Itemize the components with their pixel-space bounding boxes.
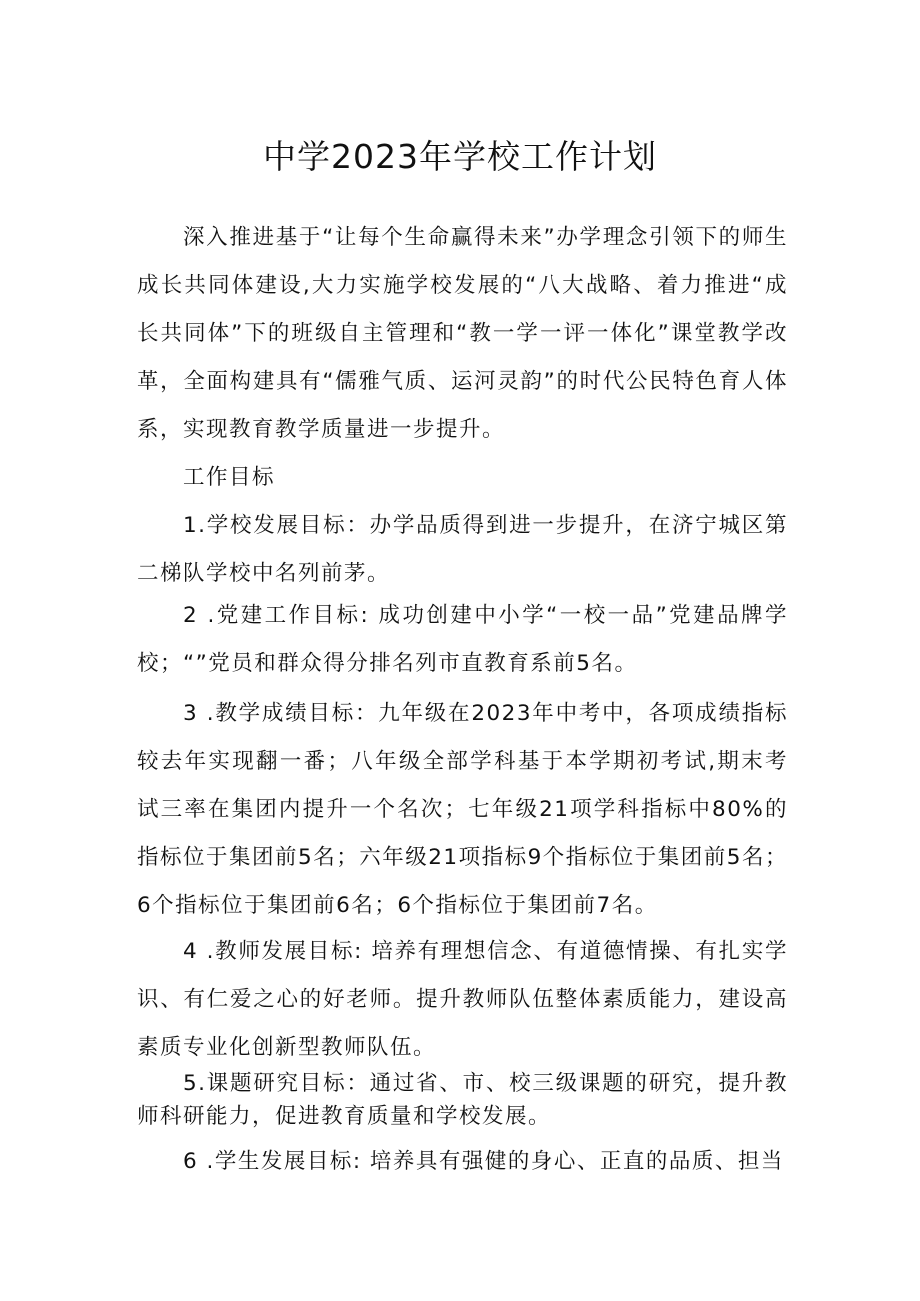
goal-4-paragraph: 4 .教师发展目标: 培养有理想信念、有道德情操、有扎实学识、有仁爱之心的好老师。提升教师队伍整体素质能力，建设高素质专业化创新型教师队伍。 [137, 939, 788, 1060]
intro-paragraph: 深入推进基于“让每个生命赢得未来”办学理念引领下的师生成长共同体建设,大力实施学校发展的“八大战略、着力推进“成长共同体”下的班级自主管理和“教一学一评一体化”课堂教学改革，全面构建具有“儒雅气质、运河灵韵”的时代公民特色育人体系，实现教育教学质量进一步提升。 [137, 225, 788, 442]
goal-2-paragraph: 2 .党建工作目标: 成功创建中小学“一校一品”党建品牌学校；“”党员和群众得分排名列市直教育系前5名。 [137, 603, 788, 676]
goal-6-paragraph: 6 .学生发展目标: 培养具有强健的身心、正直的品质、担当 [183, 1149, 784, 1174]
goal-5-paragraph: 5.课题研究目标：通过省、市、校三级课题的研究，提升教师科研能力，促进教育质量和学校发展。 [137, 1071, 788, 1129]
goals-heading: 工作目标 [183, 465, 276, 490]
goal-1-paragraph: 1.学校发展目标：办学品质得到进一步提升，在济宁城区第二梯队学校中名列前茅。 [137, 513, 788, 586]
goal-3-paragraph: 3 .教学成绩目标：九年级在2023年中考中，各项成绩指标较去年实现翻一番；八年级全部学科基于本学期初考试,期末考试三率在集团内提升一个名次；七年级21项学科指标中80%的指标位于集团前5名；六年级21项指标9个指标位于集团前5名；6个指标位于集团前6名；6个指标位于集团前7名。 [137, 701, 788, 918]
document-title: 中学2023年学校工作计划 [263, 137, 657, 176]
